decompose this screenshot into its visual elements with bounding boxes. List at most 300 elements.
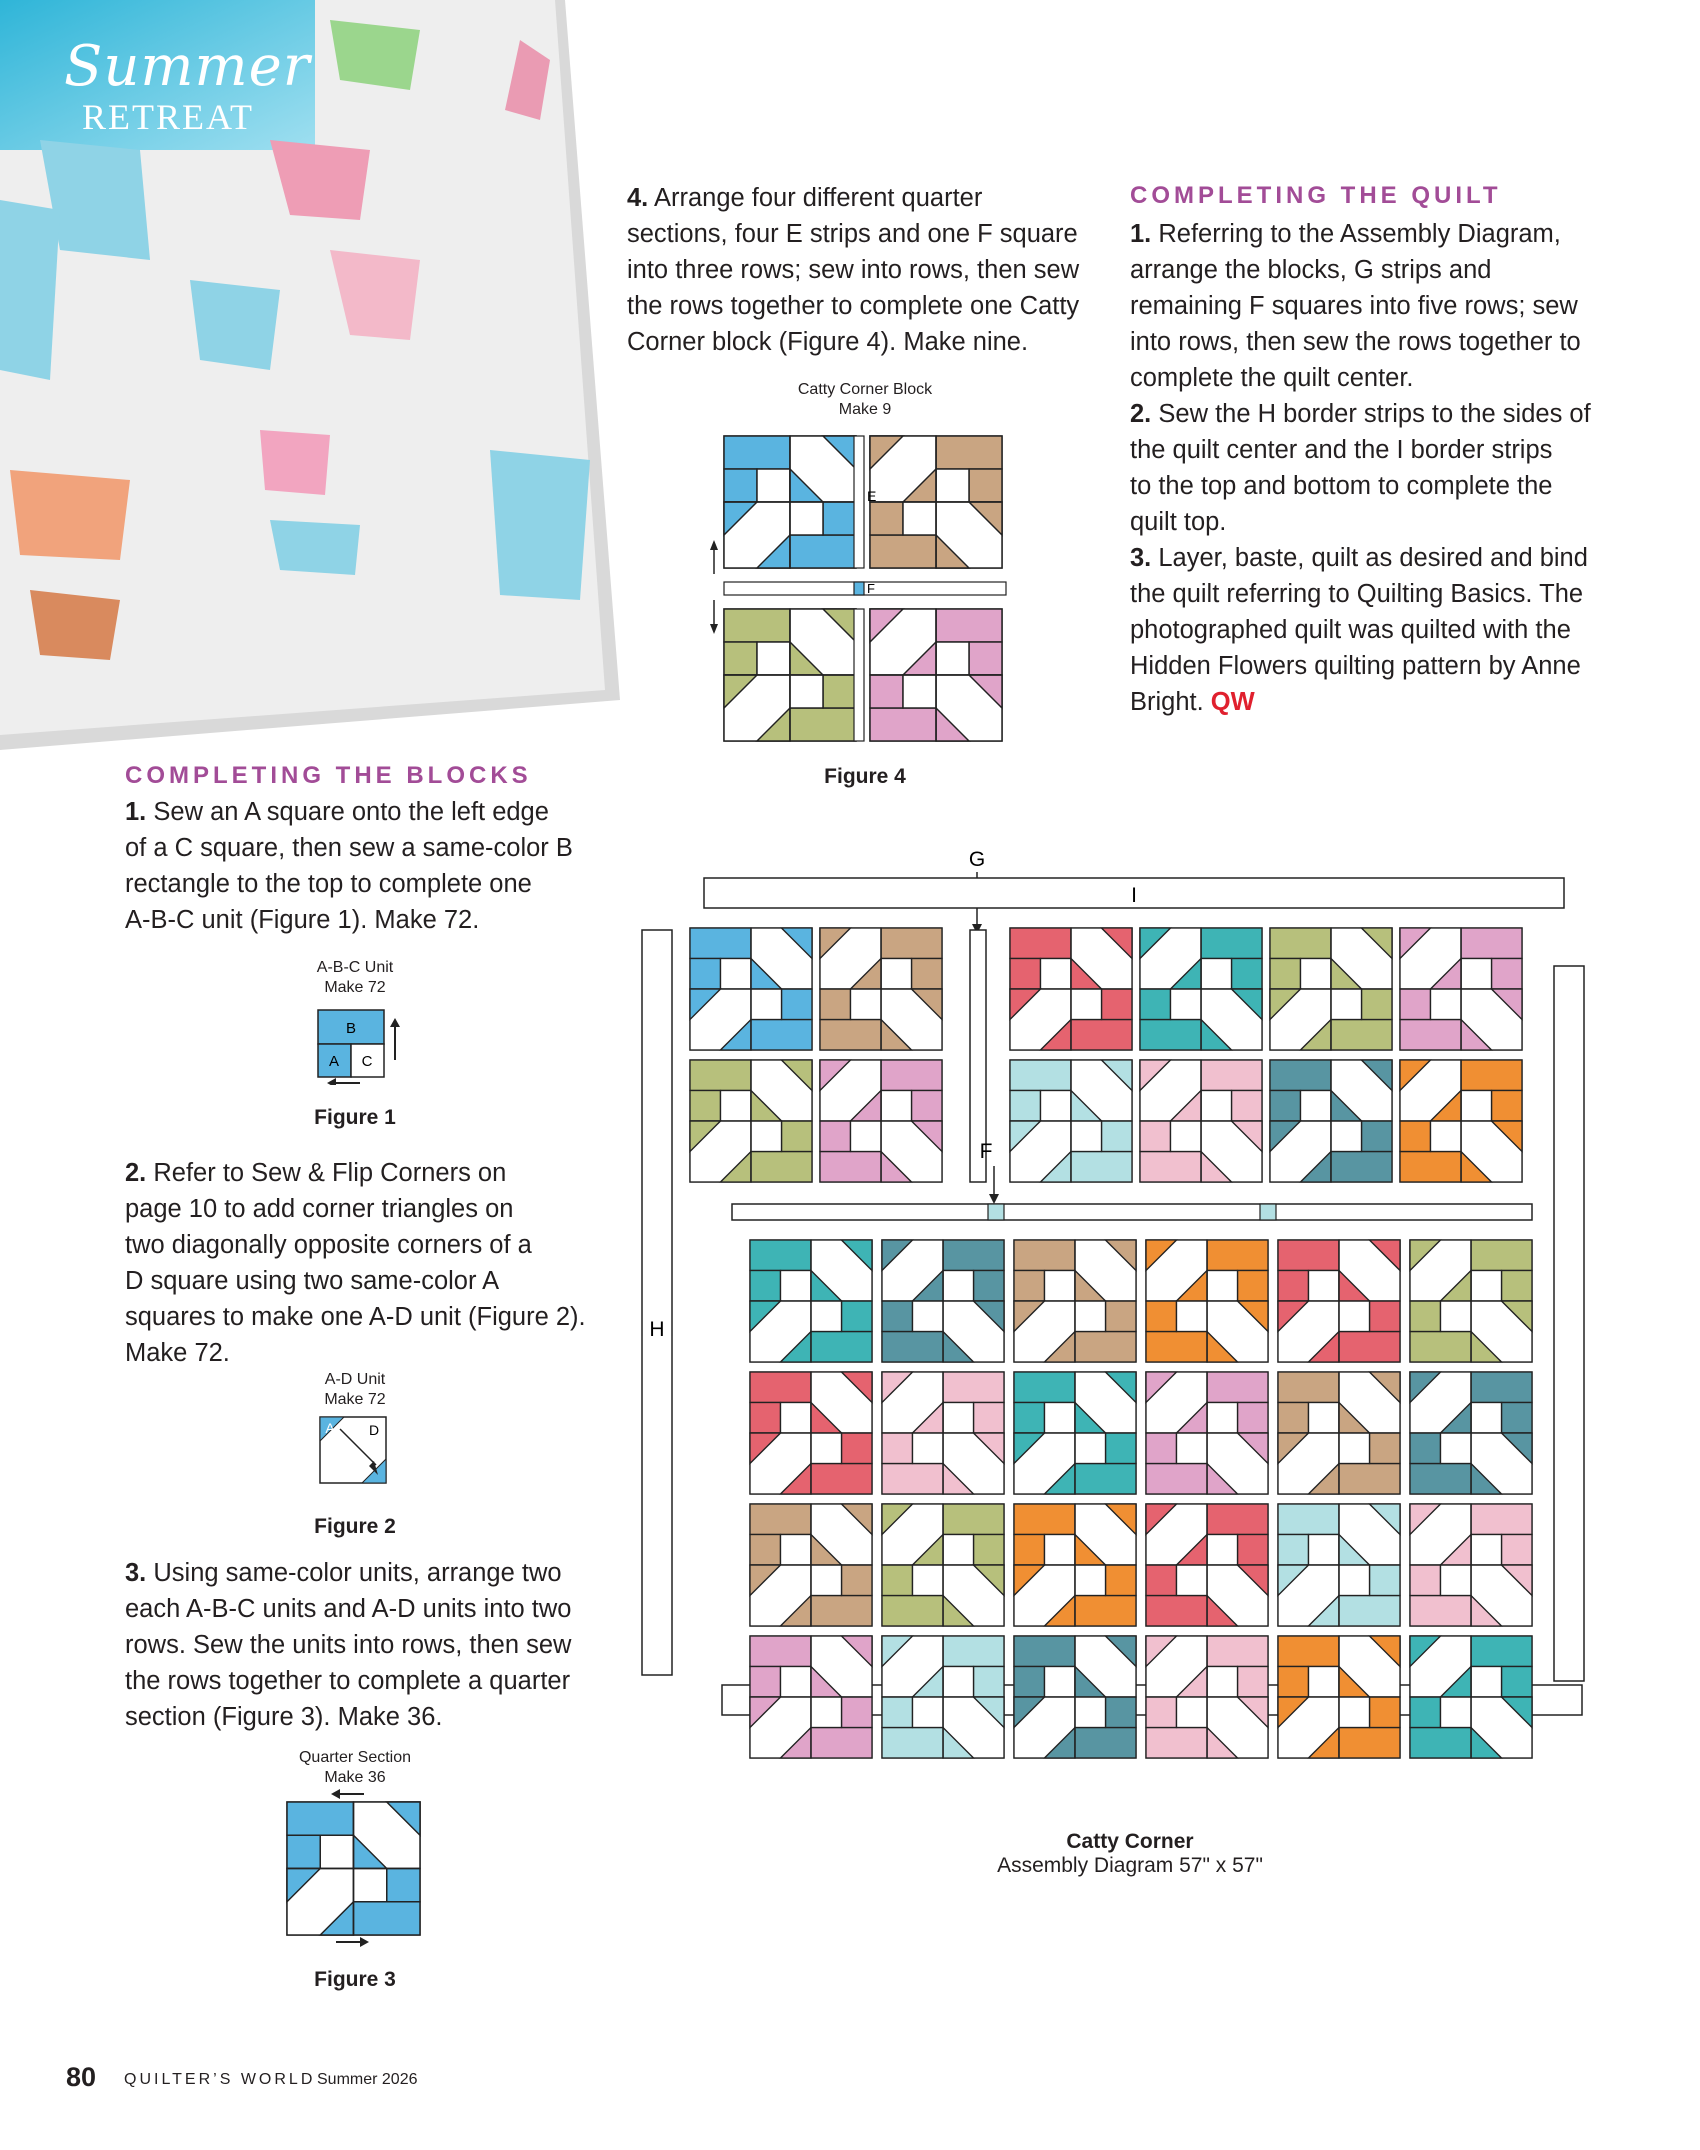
quarter-section [1410,1372,1532,1494]
step-number: 2. [1130,400,1152,428]
patch [1177,1301,1208,1332]
quarter-section [1400,928,1522,1050]
section-heading-quilt: COMPLETING THE QUILT [1130,182,1502,209]
quarter-section [882,1504,1004,1626]
quilt-quarter [1400,1060,1522,1182]
quarter-section [724,436,856,568]
patch [750,1372,811,1403]
patch [1278,1372,1339,1403]
quarter-section [882,1636,1004,1758]
patch [1410,1565,1441,1596]
patch [790,675,823,708]
step-line: the rows together to complete a quarter [125,1667,571,1695]
patch [1201,959,1232,990]
patch [757,642,790,675]
quilt-blocks [690,928,1532,1758]
patch [1010,1091,1041,1122]
quarter-section [1146,1504,1268,1626]
quilt-quarter [750,1372,872,1494]
patch [1400,1121,1431,1152]
step-line: Sew an A square onto the left edge [153,798,549,826]
quarter-section [1146,1372,1268,1494]
step-line: section (Figure 3). Make 36. [125,1703,443,1731]
quilt-quarter [1146,1636,1268,1758]
patch [1238,1271,1269,1302]
quilt-quarter [1410,1240,1532,1362]
patch [1106,1565,1137,1596]
patch [882,1464,943,1495]
caption-line: A-D Unit [324,1371,386,1388]
patch [1431,989,1462,1020]
patch [811,1464,872,1495]
quilt-quarter [1410,1372,1532,1494]
quarter-section [1014,1636,1136,1758]
quilt-quarter [1014,1240,1136,1362]
patch [690,928,751,959]
step-line: Sew the H border strips to the sides of [1158,400,1591,428]
quarter-section [724,609,856,741]
patch [811,1697,842,1728]
patch [882,1565,913,1596]
step-line: arrange the blocks, G strips and [1130,256,1492,284]
step-line: D square using two same-color A [125,1267,500,1295]
patch [1339,1332,1400,1363]
arrow-head-icon [989,1194,999,1204]
quarter-section [1146,1240,1268,1362]
quilt-quarter [1278,1636,1400,1758]
patch [1207,1240,1268,1271]
patch [1014,1504,1075,1535]
patch [1014,1240,1075,1271]
patch [1146,1596,1207,1627]
step-line: each A-B-C units and A-D units into two [125,1595,572,1623]
patch [690,1091,721,1122]
patch [1400,1152,1461,1183]
patch [354,1902,421,1935]
patch [320,1835,353,1868]
patch [1461,959,1492,990]
patch [903,675,936,708]
quilt-quarter [1278,1372,1400,1494]
patch [1232,1091,1263,1122]
quarter-section [1278,1240,1400,1362]
patch [820,1020,881,1051]
quilt-quarter [1410,1504,1532,1626]
quarter-section [724,609,856,741]
quarter-section [1400,1060,1522,1182]
quarter-section [1410,1504,1532,1626]
patch [1339,1596,1400,1627]
patch [913,1301,944,1332]
quilt-quarter [690,1060,812,1182]
patch [1270,1060,1331,1091]
patch [724,609,790,642]
patch [1370,1565,1401,1596]
patch [1071,1121,1102,1152]
patch [1045,1271,1076,1302]
figure-4-diagram [700,430,1020,750]
patch [1146,1332,1207,1363]
patch [1461,1060,1522,1091]
patch [287,1835,320,1868]
patch [912,1091,943,1122]
patch [974,1667,1005,1698]
patch [820,989,851,1020]
quarter-section [870,609,1002,741]
patch [1010,959,1041,990]
patch [1301,1091,1332,1122]
patch [1207,1667,1238,1698]
patch [1502,1667,1533,1698]
patch [851,1121,882,1152]
patch [1140,1020,1201,1051]
patch [1075,1464,1136,1495]
border-strip-h-left [642,930,672,1675]
step-line: rows. Sew the units into rows, then sew [125,1631,572,1659]
patch [781,1535,812,1566]
patch [690,1060,751,1091]
patch [1278,1271,1309,1302]
patch [1410,1301,1441,1332]
quarter-section [750,1504,872,1626]
patch [790,708,856,741]
step-line: Using same-color units, arrange two [153,1559,562,1587]
figure-2-diagram [318,1415,392,1489]
label-a: A [328,1053,340,1070]
patch [1146,1301,1177,1332]
patch [943,1372,1004,1403]
patch [1278,1535,1309,1566]
label-c: C [361,1053,373,1070]
patch [870,708,936,741]
patch [811,1596,872,1627]
patch [354,1869,387,1902]
patch [1471,1636,1532,1667]
figure-4-title: Figure 4 [824,765,906,788]
patch [750,1271,781,1302]
patch [1441,1565,1472,1596]
patch [1309,1403,1340,1434]
patch [1309,1667,1340,1698]
patch [943,1667,974,1698]
patch [1075,1433,1106,1464]
patch [936,436,1002,469]
patch [387,1869,420,1902]
arrow-head-icon [327,1078,336,1085]
patch [1502,1403,1533,1434]
quilt-quarter [750,1636,872,1758]
patch [1146,1433,1177,1464]
patch [811,1301,842,1332]
quarter-section [820,1060,942,1182]
quilt-quarter [882,1636,1004,1758]
patch [1471,1504,1532,1535]
patch [1502,1271,1533,1302]
step-line: two diagonally opposite corners of a [125,1231,532,1259]
patch [936,642,969,675]
patch [820,1121,851,1152]
patch [1471,1240,1532,1271]
patch [1339,1464,1400,1495]
patch [1041,1091,1072,1122]
step-line: Hidden Flowers quilting pattern by Anne [1130,652,1581,680]
patch [870,502,903,535]
patch [842,1697,873,1728]
figure-1-title: Figure 1 [314,1106,396,1129]
step-1 [125,794,615,938]
patch [1270,928,1331,959]
patch [1461,1091,1492,1122]
patch [1075,1301,1106,1332]
quilt-quarter [882,1504,1004,1626]
patch [750,1535,781,1566]
patch [750,1504,811,1535]
label-d: D [368,1422,380,1438]
patch [1010,1060,1071,1091]
label-f: F [867,581,875,596]
step-number: 2. [125,1159,147,1187]
patch [881,928,942,959]
fig4-caption [770,380,960,420]
patch [1331,1121,1362,1152]
fig3-caption [285,1748,425,1788]
arrow-head-icon [360,1937,369,1947]
patch [1140,1152,1201,1183]
patch [724,469,757,502]
quarter-section [1410,1240,1532,1362]
quarter-section [1146,1636,1268,1758]
quilt-steps [1130,216,1650,720]
patch [1278,1667,1309,1698]
patch [943,1271,974,1302]
step-line: squares to make one A-D unit (Figure 2). [125,1303,586,1331]
patch [750,1667,781,1698]
step-line: into three rows; sew into rows, then sew [627,256,1080,284]
patch [1010,928,1071,959]
strip-e [854,609,864,741]
step-line: of a C square, then sew a same-color B [125,834,573,862]
patch [851,989,882,1020]
step-number: 4. [627,184,649,212]
quilt-quarter [1410,1636,1532,1758]
quilt-quarter [1014,1504,1136,1626]
patch [1238,1667,1269,1698]
patch [1270,1091,1301,1122]
patch [1471,1667,1502,1698]
patch [1339,1565,1370,1596]
patch [1238,1535,1269,1566]
quarter-section [1010,928,1132,1050]
patch [721,1091,752,1122]
patch [750,1403,781,1434]
patch [1339,1301,1370,1332]
patch [782,989,813,1020]
quarter-section [882,1240,1004,1362]
patch [1441,1433,1472,1464]
assembly-caption [940,1830,1320,1878]
patch [974,1535,1005,1566]
step-number: 1. [1130,220,1152,248]
patch [1071,989,1102,1020]
patch [1410,1433,1441,1464]
label-g: G [968,848,986,871]
step-number: 3. [125,1559,147,1587]
patch [913,1433,944,1464]
quarter-section [870,436,1002,568]
strip-e [854,436,864,568]
patch [1201,928,1262,959]
patch [823,675,856,708]
step-line: the quilt referring to Quilting Basics. The [1130,580,1584,608]
patch [913,1697,944,1728]
patch [1471,1271,1502,1302]
quilt-quarter [750,1240,872,1362]
quilt-quarter [1270,1060,1392,1182]
patch [969,469,1002,502]
label-h: H [649,1318,665,1341]
patch [1207,1504,1268,1535]
banner-title-caps: RETREAT [82,97,254,137]
patch [1014,1271,1045,1302]
patch [1331,989,1362,1020]
quarter-section [287,1802,420,1935]
patch [790,502,823,535]
quilt-quarter [820,928,942,1050]
patch [1146,1565,1177,1596]
patch [882,1301,913,1332]
patch [1045,1403,1076,1434]
patch [1146,1728,1207,1759]
patch [842,1565,873,1596]
quilt-quarter [1146,1240,1268,1362]
caption-line: Catty Corner Block [797,381,933,398]
patch [1207,1535,1238,1566]
patch [882,1697,913,1728]
quilt-quarter [1140,928,1262,1050]
patch [1370,1433,1401,1464]
quilt-quarter [690,928,812,1050]
caption-line: Quarter Section [298,1749,412,1766]
quilt-quarter [1010,928,1132,1050]
step-number: 1. [125,798,147,826]
quilt-quarter [1140,1060,1262,1182]
step-line: Refer to Sew & Flip Corners on [153,1159,507,1187]
patch [1106,1697,1137,1728]
quilt-quarter [1014,1372,1136,1494]
patch [903,502,936,535]
patch [1502,1535,1533,1566]
patch [1014,1535,1045,1566]
patch [782,1121,813,1152]
patch [882,1433,913,1464]
assembly-title: Catty Corner [1066,1830,1194,1853]
quarter-section [750,1636,872,1758]
patch [1171,1121,1202,1152]
patch [1102,989,1133,1020]
patch [690,959,721,990]
step-line: to the top and bottom to complete the [1130,472,1553,500]
patch [781,1667,812,1698]
quarter-section [690,928,812,1050]
quarter-section [1278,1636,1400,1758]
patch [1492,1091,1523,1122]
arrow-head-icon [710,624,718,634]
patch [1140,1121,1171,1152]
patch [1177,1565,1208,1596]
quarter-section [1410,1636,1532,1758]
patch [1309,1535,1340,1566]
patch [1014,1372,1075,1403]
patch [1106,1301,1137,1332]
patch [1232,959,1263,990]
patch [1177,1433,1208,1464]
patch [1461,928,1522,959]
patch [1041,959,1072,990]
quarter-section [287,1802,420,1935]
patch [936,469,969,502]
patch [1362,989,1393,1020]
patch [1301,959,1332,990]
quilt-quarter [882,1372,1004,1494]
patch [913,1565,944,1596]
caption-line: Make 9 [838,401,892,418]
step-line: Corner block (Figure 4). Make nine. [627,328,1029,356]
quilt-quarter [750,1504,872,1626]
patch [1400,989,1431,1020]
quilt-quarter [1400,928,1522,1050]
patch [823,502,856,535]
patch [882,1332,943,1363]
patch [1471,1403,1502,1434]
patch [757,469,790,502]
patch [1201,1060,1262,1091]
quarter-section [1270,1060,1392,1182]
quarter-section [870,436,1002,568]
patch [1309,1271,1340,1302]
patch [1014,1403,1045,1434]
patch [781,1271,812,1302]
patch [1471,1535,1502,1566]
qw-end-mark: QW [1210,688,1255,716]
quarter-section [870,609,1002,741]
step-line: Bright. [1130,688,1204,716]
patch [943,1240,1004,1271]
assembly-diagram [630,840,1630,1930]
step-line: remaining F squares into five rows; sew [1130,292,1578,320]
patch [1370,1697,1401,1728]
patch [751,989,782,1020]
patch [1075,1332,1136,1363]
page-number: 80 [66,2062,97,2092]
square-f [854,582,864,595]
patch [1331,1152,1392,1183]
patch [1362,1121,1393,1152]
patch [943,1403,974,1434]
patch [1207,1372,1268,1403]
quarter-section [820,928,942,1050]
patch [1045,1667,1076,1698]
patch [1492,959,1523,990]
patch [881,1060,942,1091]
step-line: A-B-C unit (Figure 1). Make 72. [125,906,480,934]
quarter-section [1278,1504,1400,1626]
patch [1075,1728,1136,1759]
quarter-section [750,1240,872,1362]
label-e: E [867,488,877,504]
figure-3-title: Figure 3 [314,1968,396,1991]
patch [811,1565,842,1596]
patch [1207,1636,1268,1667]
